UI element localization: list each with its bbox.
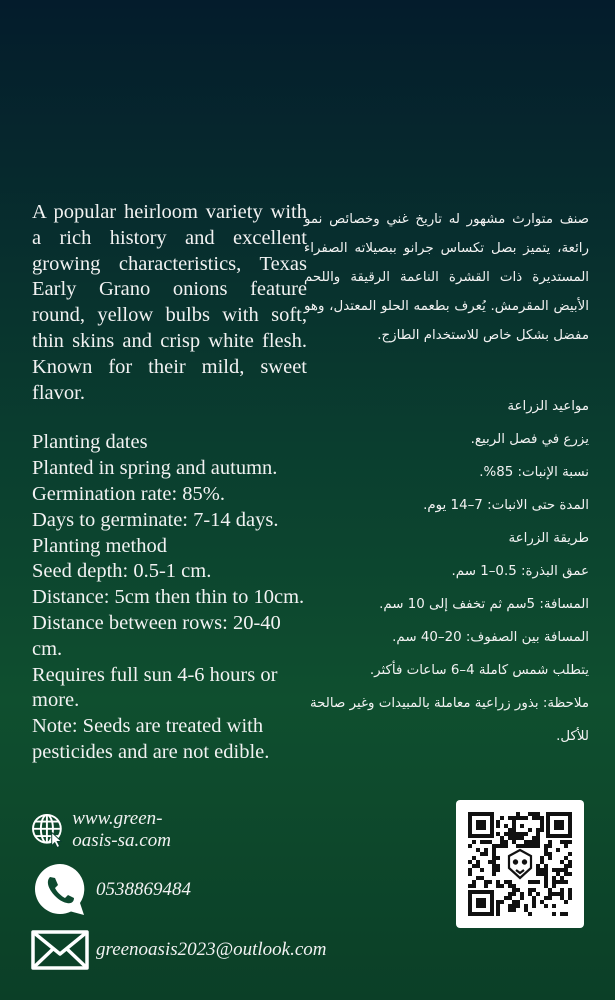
website-row[interactable] xyxy=(30,800,186,860)
arabic-line-season: يزرع في فصل الربيع. xyxy=(470,432,589,447)
english-description: A popular heirloom variety with a rich history and excellent growing characteristics, Texas Early Grano onions feature round, yellow bulbs with soft, thin skins and crisp white flesh. Known for their mild, sweet flavor. xyxy=(32,201,307,404)
email-row[interactable] xyxy=(30,920,327,980)
arabic-line-planting-dates: مواعيد الزراعة xyxy=(507,399,589,414)
arabic-line-planting-method: طريقة الزراعة xyxy=(508,531,589,546)
email-address[interactable]: greenoasis2023@outlook.com xyxy=(96,939,327,960)
qr-code[interactable] xyxy=(456,800,584,928)
arabic-details-list xyxy=(304,390,589,753)
qr-code-graphic xyxy=(456,800,584,928)
arabic-description: صنف متوارث مشهور له تاريخ غني وخصائص نمو رائعة، يتميز بصل تكساس جرانو ببصيلاته الصفراء المستديرة ذات القشرة الناعمة الرقيقة واللحم الأبيض المقرمش. يُعرف بطعمه الحلو المعتدل، وهو مفضل بشكل خاص للاستخدام الطازج. xyxy=(304,212,589,343)
english-details-list xyxy=(32,430,307,765)
english-line-planting-dates: Planting dates xyxy=(32,431,148,454)
arabic-column xyxy=(304,205,589,753)
arabic-line-distance: المسافة: 5سم ثم تخفف إلى 10 سم. xyxy=(379,597,589,612)
arabic-line-row-distance: المسافة بين الصفوف: 20–40 سم. xyxy=(392,630,589,645)
globe-cursor-icon xyxy=(30,800,66,860)
arabic-line-germination-rate: نسبة الإنبات: 85%. xyxy=(479,465,589,480)
phone-row[interactable] xyxy=(30,860,191,920)
whatsapp-icon xyxy=(30,860,90,920)
arabic-line-days-to-germinate: المدة حتى الانبات: 7–14 يوم. xyxy=(423,498,589,513)
arabic-line-seed-depth: عمق البذرة: 0.5–1 سم. xyxy=(451,564,589,579)
english-line-distance: Distance: 5cm then thin to 10cm. xyxy=(32,586,305,609)
english-line-planting-method: Planting method xyxy=(32,534,167,557)
english-line-seed-depth: Seed depth: 0.5-1 cm. xyxy=(32,560,212,583)
arabic-line-sun: يتطلب شمس كاملة 4–6 ساعات فأكثر. xyxy=(369,663,589,678)
english-column xyxy=(32,200,307,766)
english-line-days-to-germinate: Days to germinate: 7-14 days. xyxy=(32,508,279,531)
arabic-line-note: ملاحظة: بذور زراعية معاملة بالمبيدات وغير صالحة للأكل. xyxy=(309,696,589,744)
website-link[interactable]: www.green-oasis-sa.com xyxy=(72,808,171,851)
phone-number[interactable]: 0538869484 xyxy=(96,879,191,900)
english-line-row-distance: Distance between rows: 20-40 cm. xyxy=(32,611,281,660)
english-line-germination-rate: Germination rate: 85%. xyxy=(32,482,225,505)
envelope-icon xyxy=(30,920,90,980)
english-line-note: Note: Seeds are treated with pesticides and are not edible. xyxy=(32,715,270,763)
english-line-sun: Requires full sun 4-6 hours or more. xyxy=(32,663,278,712)
english-line-season: Planted in spring and autumn. xyxy=(32,457,278,480)
